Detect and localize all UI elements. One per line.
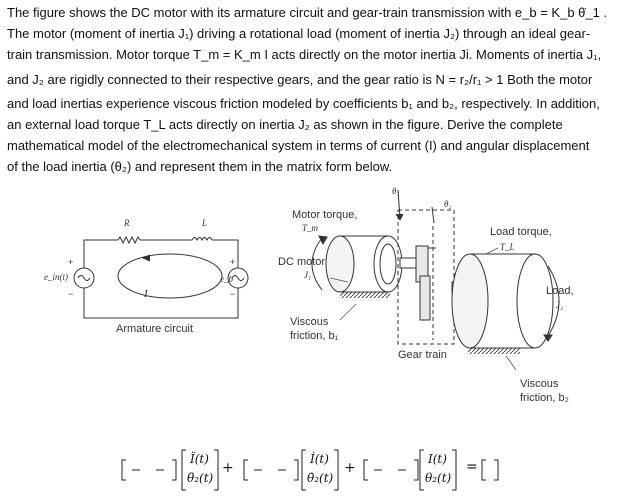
resistor-label: R <box>124 218 130 228</box>
vector3-bottom: θ₂(t) <box>425 471 452 485</box>
friction1-label: friction, b₁ <box>290 330 339 342</box>
load-inertia <box>452 254 559 348</box>
vector1-top: Ï(t) <box>190 452 209 466</box>
inductor-symbol <box>192 238 212 241</box>
viscous2-label: Viscous <box>520 378 559 390</box>
ein-label: e_in(t) <box>44 272 68 282</box>
theta1-label: θ₁ <box>392 186 400 196</box>
vector2-bottom: θ̇₂(t) <box>307 471 334 485</box>
eb-plus: + <box>230 257 236 267</box>
problem-line-1: The figure shows the DC motor with its armature circuit and gear-train transmission with e_b = K_b θ̇_1 . <box>7 5 608 20</box>
dc-motor-label: DC motor, <box>278 256 328 268</box>
vector3-top: I(t) <box>428 452 447 466</box>
current-loop-arrow <box>118 254 222 298</box>
problem-line-3: train transmission. Motor torque T_m = K_m I acts directly on the motor inertia Ji. Moments of inertia J₁, <box>7 47 602 63</box>
resistor-symbol <box>118 237 140 243</box>
vector2-top: İ(t) <box>310 452 329 466</box>
vector1-bottom: θ̈₂(t) <box>187 471 214 485</box>
eb-label: e_b <box>220 274 233 284</box>
motor-torque-label: Motor torque, <box>292 209 358 221</box>
plus-1: + <box>222 460 234 476</box>
load-torque-symbol: T_L <box>500 242 515 252</box>
problem-line-2: The motor (moment of inertia J₁) driving a rotational load (moment of inertia J₂) through an ideal gear- <box>7 26 591 42</box>
theta2-label: θ₂ <box>444 199 452 209</box>
armature-circuit-wires <box>84 240 238 318</box>
armature-circuit-label: Armature circuit <box>116 323 194 335</box>
equals-sign: = <box>466 459 478 475</box>
dc-motor <box>312 236 422 292</box>
friction2-label: friction, b₂ <box>520 392 569 404</box>
dc-motor-symbol: J₁ <box>304 270 312 280</box>
plus-2: + <box>344 460 356 476</box>
viscous1-label: Viscous <box>290 316 329 328</box>
load-symbol: J₂ <box>556 300 564 310</box>
load-label: Load, <box>546 285 574 297</box>
ein-minus: − <box>68 289 74 299</box>
gear-train-label: Gear train <box>398 349 447 361</box>
inductor-label: L <box>202 218 208 228</box>
problem-line-5: and load inertias experience viscous friction modeled by coefficients b₁ and b₂, respectively. In addition, <box>7 95 600 111</box>
eb-minus: − <box>230 289 236 299</box>
current-label: I <box>144 288 148 300</box>
problem-line-8: of the load inertia (θ₂) and represent them in the matrix form below. <box>7 159 393 175</box>
load-torque-label: Load torque, <box>490 226 552 238</box>
problem-line-4: and J₂ are rigidly connected to their respective gears, and the gear ratio is N = r₂/r₁ > 1 Both the motor <box>7 71 593 87</box>
problem-line-6: an external load torque T_L acts directly on inertia J₂ as shown in the figure. Derive the complete <box>7 117 563 133</box>
ein-plus: + <box>68 257 74 267</box>
problem-line-7: mathematical model of the electromechanical system in terms of current (I) and angular displacement <box>7 138 590 154</box>
motor-torque-symbol: T_m <box>302 223 319 233</box>
